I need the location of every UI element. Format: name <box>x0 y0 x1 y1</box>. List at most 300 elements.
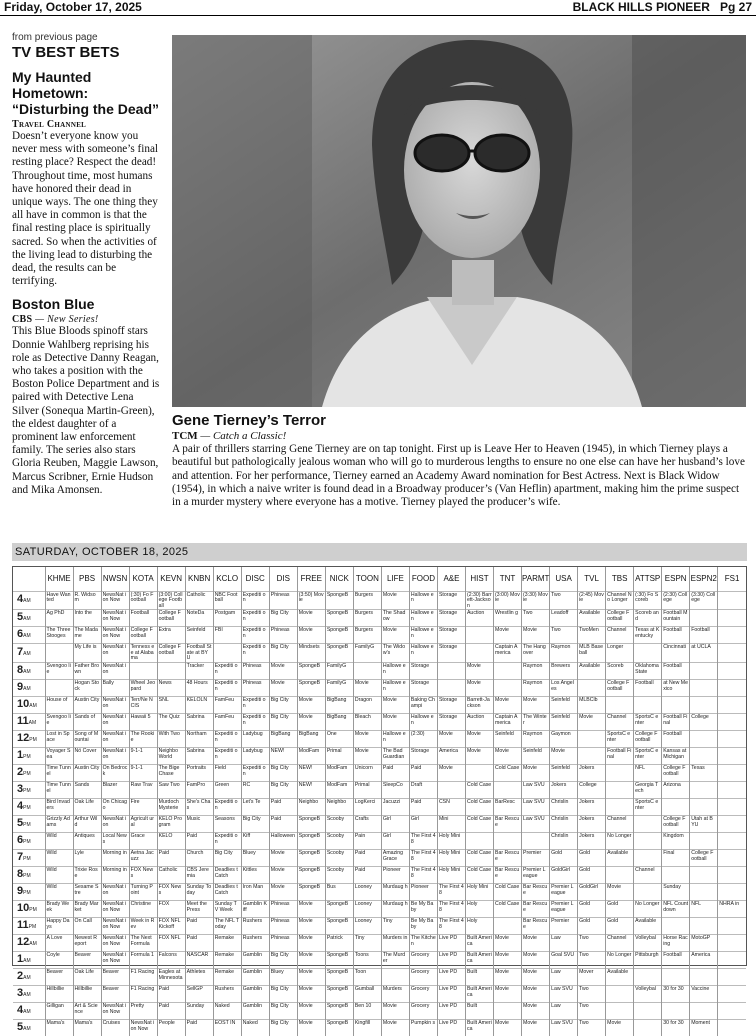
time-label <box>13 644 45 663</box>
program-cell: Phineas <box>241 663 269 680</box>
program-cell: Morning in <box>101 867 129 884</box>
program-cell: Built America <box>465 1020 493 1036</box>
program-cell: Jokers <box>578 799 606 816</box>
program-cell <box>662 867 690 884</box>
hour: 2 <box>17 766 24 779</box>
program-cell: Storage <box>437 591 465 610</box>
program-cell: Paid <box>353 850 381 867</box>
program-cell: BarResc <box>494 799 522 816</box>
program-cell: Unicorn <box>353 765 381 782</box>
program-cell: Grocery <box>409 969 437 986</box>
time-label <box>13 731 45 748</box>
hour: 4 <box>17 800 24 813</box>
program-cell: Big City <box>213 850 241 867</box>
program-cell: Brewers <box>550 663 578 680</box>
program-cell <box>718 1003 746 1020</box>
program-cell: 9-1-1 <box>129 765 157 782</box>
program-cell: Remake <box>213 969 241 986</box>
program-cell: Naked <box>213 1003 241 1020</box>
program-cell: 48 Hours <box>185 680 213 697</box>
channel-header: ESPN <box>662 567 690 591</box>
program-cell <box>690 799 718 816</box>
program-cell: (2:30) College <box>662 591 690 610</box>
program-cell: Movie <box>353 748 381 765</box>
program-cell: Toon <box>353 969 381 986</box>
program-cell <box>662 799 690 816</box>
program-cell: Big City <box>269 1003 297 1020</box>
program-cell: Chrislin <box>550 833 578 850</box>
program-cell <box>718 644 746 663</box>
program-cell: Cold Case <box>494 901 522 918</box>
hour: 6 <box>17 628 24 641</box>
program-cell: Cold Case <box>465 850 493 867</box>
program-cell <box>45 680 73 697</box>
program-cell: Movie <box>522 1020 550 1036</box>
channel-header: PARMT <box>522 567 550 591</box>
program-cell: NASCAR <box>185 952 213 969</box>
program-cell <box>634 833 662 850</box>
hour: 8 <box>17 664 24 677</box>
am-pm: PM <box>23 873 31 880</box>
program-cell: Sunday TV Week <box>213 901 241 918</box>
program-cell: One <box>325 731 353 748</box>
program-cell: Voyager Sea <box>45 748 73 765</box>
program-cell <box>690 782 718 799</box>
best-bet-item <box>12 296 162 497</box>
program-cell: Neighbo <box>297 799 325 816</box>
program-cell: Paid <box>381 765 409 782</box>
program-cell: Movie <box>381 697 409 714</box>
program-cell: Church <box>185 850 213 867</box>
am-pm: PM <box>23 754 31 761</box>
program-cell: The Madame <box>73 627 101 644</box>
time-label <box>13 697 45 714</box>
show-description: This Blue Bloods spinoff stars Donnie Wahlberg reprising his role as Detective Danny Reagan, who takes a position with the Boston Police Department and is paired with Detective Lena Silver (Sonequa Martin-Green), the eldest daughter of a prominent law enforcement family. The series also stars Gloria Reuben, Maggie Lawson, Marcus Scribner, Ernie Hudson and Mika Amonsen. <box>12 325 160 496</box>
time-label <box>13 918 45 935</box>
program-cell: ModFam <box>297 748 325 765</box>
program-cell: Movie <box>297 952 325 969</box>
time-slot-row <box>13 782 746 799</box>
program-cell: College Football <box>634 731 662 748</box>
program-cell <box>662 1003 690 1020</box>
time-label <box>13 591 45 610</box>
program-cell: Law SVU <box>522 782 550 799</box>
program-cell: Live PD <box>437 1020 465 1036</box>
program-cell: Gold <box>578 901 606 918</box>
program-cell: SpongeB <box>297 884 325 901</box>
program-cell: Movie <box>494 627 522 644</box>
program-cell: Grocery <box>409 1003 437 1020</box>
network-name: TCM <box>172 430 198 442</box>
program-cell: Channel <box>634 867 662 884</box>
program-cell: FamilyG <box>325 680 353 697</box>
program-cell: Movie <box>494 697 522 714</box>
program-cell: Meet the Press <box>185 901 213 918</box>
program-cell: FamilyG <box>353 644 381 663</box>
program-cell: Gilligan <box>45 1003 73 1020</box>
am-pm: AM <box>23 686 31 693</box>
program-cell: Portraits <box>185 765 213 782</box>
program-cell: Channel <box>606 935 634 952</box>
program-cell: Ag PhD <box>45 610 73 627</box>
program-cell: Movie <box>269 867 297 884</box>
am-pm: AM <box>23 958 31 965</box>
time-label <box>13 782 45 799</box>
program-cell: Movie <box>465 680 493 697</box>
program-cell: Live PD <box>437 969 465 986</box>
program-cell: News <box>157 680 185 697</box>
program-cell: NewsNat ion <box>101 731 129 748</box>
program-cell: Brady Market <box>73 901 101 918</box>
channel-header: KOTA <box>129 567 157 591</box>
hour: 5 <box>17 817 24 830</box>
program-cell: NewsNat ion Now <box>101 591 129 610</box>
program-cell: SpongeB <box>297 833 325 850</box>
program-cell: Movie <box>297 901 325 918</box>
program-cell: NewsNat ion Now <box>101 627 129 644</box>
program-cell: Football Final <box>606 748 634 765</box>
program-cell: Built America <box>465 935 493 952</box>
program-cell: Gumball <box>353 986 381 1003</box>
feature-description: A pair of thrillers starring Gene Tierney are on tap tonight. First up is Leave Her to Heaven (1945), in which Tierney plays a beautiful but pathologically jealous woman who will go to murderous lengths to ensure no one else can have her husband’s love and attention. For her performance, Tierney earned an Academy Award nomination for Best Actress. Next is Black Widow (1954), in which a naive writer is found dead in a Broadway producer’s (Van Heflin) apartment, making him the prime suspect in a murder mystery where everyone has a motive. Tierney played the producer’s wife. <box>172 443 745 509</box>
program-cell: Arthur Wild <box>73 816 101 833</box>
program-cell: Cold Case <box>494 884 522 901</box>
program-cell: Movie <box>381 1003 409 1020</box>
time-label <box>13 680 45 697</box>
program-cell <box>45 644 73 663</box>
am-pm: AM <box>23 616 31 623</box>
program-cell: Hallowe en <box>381 663 409 680</box>
program-cell: Big City <box>269 986 297 1003</box>
program-cell: Movie <box>269 884 297 901</box>
channel-header: KHME <box>45 567 73 591</box>
program-cell: Blazer <box>101 782 129 799</box>
program-cell <box>718 884 746 901</box>
hour: 5 <box>17 611 24 624</box>
program-cell: Horse Racing <box>662 935 690 952</box>
program-cell: Svengoo lie <box>45 714 73 731</box>
program-cell: Looney <box>353 901 381 918</box>
program-cell <box>213 644 241 663</box>
program-cell: Premier <box>550 918 578 935</box>
program-cell: People <box>157 1020 185 1036</box>
program-cell: Halloween <box>269 833 297 850</box>
program-cell: SpongeB <box>325 591 353 610</box>
program-cell: Paid <box>269 816 297 833</box>
program-cell: Built <box>465 969 493 986</box>
time-slot-row <box>13 969 746 986</box>
program-cell: NewsNat ion Now <box>101 918 129 935</box>
program-cell: Oklahoma State <box>634 663 662 680</box>
program-cell: Scoreb <box>606 663 634 680</box>
program-cell <box>578 731 606 748</box>
program-cell: Big City <box>269 952 297 969</box>
program-cell <box>690 833 718 850</box>
program-cell: Movie <box>494 748 522 765</box>
program-cell: Paid <box>157 986 185 1003</box>
program-cell: Bally <box>101 680 129 697</box>
feature-article <box>172 412 746 509</box>
program-cell: Bar Rescue <box>522 884 550 901</box>
program-cell: Volleybal <box>634 935 662 952</box>
program-cell: Movie <box>522 969 550 986</box>
program-cell: Seinfeld <box>550 765 578 782</box>
program-cell <box>578 680 606 697</box>
program-cell: Movie <box>465 663 493 680</box>
program-cell: The Bad Guardian <box>381 748 409 765</box>
program-cell <box>578 748 606 765</box>
program-cell: Movie <box>465 731 493 748</box>
program-cell: SpongeB <box>325 918 353 935</box>
program-cell: Beaver <box>45 969 73 986</box>
program-cell: Big City <box>269 697 297 714</box>
am-pm: PM <box>23 771 31 778</box>
program-cell: Seinfeld <box>550 697 578 714</box>
program-cell: Girl <box>381 816 409 833</box>
am-pm: PM <box>29 737 37 744</box>
program-cell: NewsNat ion Now <box>101 1003 129 1020</box>
program-cell: Movie <box>353 680 381 697</box>
program-cell: Pioneer <box>381 867 409 884</box>
program-cell: Goal SVU <box>550 952 578 969</box>
program-cell: Sunday <box>185 1003 213 1020</box>
program-cell: Holy Mini <box>437 833 465 850</box>
program-cell: (:30) Fo Football <box>129 591 157 610</box>
program-cell: Murdoch Mysterie <box>157 799 185 816</box>
program-cell: FamFeu <box>213 714 241 731</box>
program-cell: Movie <box>522 986 550 1003</box>
program-cell: Week in Rev <box>129 918 157 935</box>
program-cell: Cold Case <box>494 765 522 782</box>
hour: 9 <box>17 885 24 898</box>
program-cell: Gaymon <box>550 731 578 748</box>
program-cell: The First 48 <box>437 901 465 918</box>
program-cell: Channel <box>606 714 634 731</box>
program-cell: Antiques <box>73 833 101 850</box>
program-cell: Gamblin Kiff <box>241 901 269 918</box>
program-cell: FamFeu <box>213 697 241 714</box>
program-cell: Oak Life <box>73 969 101 986</box>
program-cell <box>494 782 522 799</box>
program-cell: Pain <box>353 833 381 850</box>
program-cell: Remake <box>213 952 241 969</box>
am-pm: PM <box>28 924 37 931</box>
program-cell: Gold <box>578 850 606 867</box>
program-cell: Leadoff <box>550 610 578 627</box>
am-pm: AM <box>23 651 31 658</box>
program-cell: Wild <box>45 850 73 867</box>
program-cell: Two <box>578 935 606 952</box>
program-cell: Beaver <box>101 969 129 986</box>
channel-header: PBS <box>73 567 101 591</box>
time-label <box>13 833 45 850</box>
channel-header: ATTSP <box>634 567 662 591</box>
program-cell: Tenness ee at Alabama <box>129 644 157 663</box>
tv-best-bets-column <box>12 32 162 497</box>
program-cell: No Longer <box>634 901 662 918</box>
show-network <box>12 314 162 325</box>
program-cell: Storage <box>437 644 465 663</box>
program-cell <box>129 663 157 680</box>
program-cell: F1 Racing <box>129 986 157 1003</box>
program-cell: Storage <box>437 610 465 627</box>
program-cell: MLBClb <box>578 697 606 714</box>
program-cell: Postgam <box>213 610 241 627</box>
program-cell: SNL <box>157 697 185 714</box>
time-label <box>13 765 45 782</box>
program-cell: Murders <box>381 986 409 1003</box>
program-cell: Mover <box>578 969 606 986</box>
program-cell: (3:30) College <box>690 591 718 610</box>
program-cell: Football State at BYU <box>186 644 212 662</box>
program-cell: Oak Life <box>73 799 101 816</box>
header-date: Friday, October 17, 2025 <box>4 0 142 14</box>
program-cell: Law <box>550 1003 578 1020</box>
program-cell: Holy Mini <box>437 867 465 884</box>
program-cell <box>718 591 746 610</box>
program-cell: Tracker <box>185 663 213 680</box>
program-cell: 30 for 30 <box>662 986 690 1003</box>
program-cell: Auction <box>465 714 493 731</box>
program-cell: Storage <box>437 697 465 714</box>
program-cell: Movie <box>550 748 578 765</box>
program-cell: Neighbo <box>325 799 353 816</box>
program-cell: Available <box>606 850 634 867</box>
program-cell: Big City <box>269 782 297 799</box>
channel-header: DIS <box>269 567 297 591</box>
program-cell: Seinfeld <box>522 748 550 765</box>
program-cell <box>465 627 493 644</box>
hour: 7 <box>17 851 24 864</box>
program-cell: Grizzly Adams <box>45 816 73 833</box>
program-cell: Dragon <box>353 697 381 714</box>
program-cell: Kansas at Michigan <box>662 748 690 765</box>
best-bet-item <box>12 69 162 288</box>
program-cell: College Football <box>662 816 690 833</box>
program-cell: Movie <box>578 714 606 731</box>
program-cell: Vaccine <box>690 986 718 1003</box>
program-cell: Movie <box>437 765 465 782</box>
program-cell: Movie <box>297 697 325 714</box>
time-slot-row <box>13 731 746 748</box>
program-cell: Aetna Jacuzz <box>129 850 157 867</box>
program-cell: Scooby <box>325 833 353 850</box>
program-cell: Georgia Tech <box>634 782 662 799</box>
program-cell: FamilyG <box>325 663 353 680</box>
program-cell: The Rookie <box>129 731 157 748</box>
program-cell: Big City <box>269 1020 297 1036</box>
program-cell: ModFam <box>325 765 353 782</box>
program-cell: Gamblin <box>241 986 269 1003</box>
program-cell: Phineas <box>241 680 269 697</box>
program-cell: Football <box>634 680 662 697</box>
program-cell: Bar Rescue <box>522 918 550 935</box>
program-cell: Final <box>662 850 690 867</box>
program-cell: Football <box>129 610 157 627</box>
program-cell <box>718 782 746 799</box>
time-label <box>13 850 45 867</box>
hour: 6 <box>17 834 24 847</box>
program-cell: Sunday <box>662 884 690 901</box>
program-cell: Football Mountain <box>662 610 690 627</box>
channel-header: DISC <box>241 567 269 591</box>
program-cell: SpongeB <box>325 644 353 663</box>
program-cell: The Shadow <box>381 610 409 627</box>
program-cell: Two <box>522 610 550 627</box>
time-label <box>13 748 45 765</box>
program-cell: Seasons <box>213 816 241 833</box>
channel-header: USA <box>550 567 578 591</box>
program-cell: Built <box>465 1003 493 1020</box>
program-cell: NoteDa <box>185 610 213 627</box>
program-cell <box>634 969 662 986</box>
hour: 4 <box>17 1004 24 1017</box>
program-cell: Burgers <box>353 591 381 610</box>
time-slot-row <box>13 867 746 884</box>
program-cell: Scoreb and <box>634 610 662 627</box>
program-cell <box>437 680 465 697</box>
program-cell <box>718 833 746 850</box>
program-cell: Remake <box>213 935 241 952</box>
time-slot-row <box>13 627 746 644</box>
program-cell: Paid <box>185 1020 213 1036</box>
program-cell <box>522 833 550 850</box>
time-label <box>13 816 45 833</box>
program-cell: Cold Case <box>465 867 493 884</box>
program-cell: Utah at BYU <box>690 816 718 833</box>
program-cell: Chrislin <box>550 799 578 816</box>
program-cell: Pioneer <box>409 884 437 901</box>
time-slot-row <box>13 680 746 697</box>
program-cell: FOX <box>157 901 185 918</box>
program-cell: Mini <box>437 816 465 833</box>
program-cell: Looney <box>353 918 381 935</box>
am-pm: AM <box>28 720 37 727</box>
program-cell: Movie <box>494 952 522 969</box>
program-cell: Hallowe en <box>409 714 437 731</box>
program-cell: Big City <box>269 644 297 663</box>
program-cell: Gamblin <box>241 1003 269 1020</box>
program-cell: Sands of <box>73 714 101 731</box>
program-cell: My Life is <box>73 644 101 663</box>
program-cell <box>381 969 409 986</box>
page-header <box>0 0 756 14</box>
am-pm: AM <box>23 598 31 605</box>
program-cell: Movie <box>381 627 409 644</box>
am-pm: AM <box>23 1026 31 1033</box>
program-cell: Two <box>578 986 606 1003</box>
program-cell: Wheel Jeopard <box>129 680 157 697</box>
hour: 12 <box>17 732 30 745</box>
schedule-table <box>13 567 746 1036</box>
program-cell <box>662 918 690 935</box>
program-cell: Holy Mini <box>437 850 465 867</box>
program-cell <box>606 765 634 782</box>
program-cell: The Three Stooges <box>45 627 73 644</box>
program-cell <box>606 782 634 799</box>
program-cell: Longer <box>606 644 634 663</box>
program-cell: FOX News <box>129 867 157 884</box>
hour: 3 <box>17 783 24 796</box>
program-cell: (3:00) Movie <box>494 591 522 610</box>
program-cell: Expediti on <box>213 748 241 765</box>
channel-header-row <box>13 567 746 591</box>
program-cell: Movie <box>465 748 493 765</box>
program-cell: Music <box>185 816 213 833</box>
program-cell: Into the <box>73 610 101 627</box>
program-cell: Football Final <box>662 714 690 731</box>
program-cell: The Murder <box>381 952 409 969</box>
